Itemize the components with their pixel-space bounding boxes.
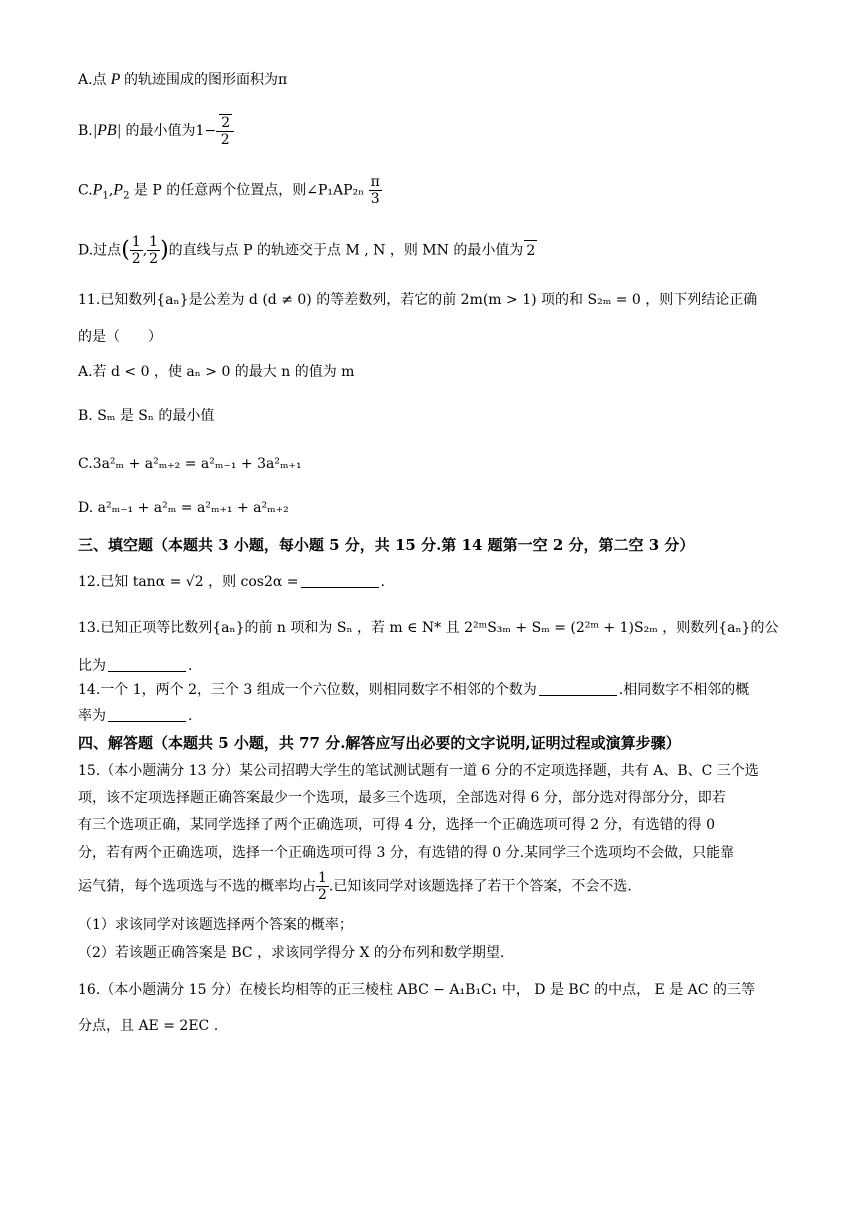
q11-option-a: A.若 d < 0 ，使 aₙ > 0 的最大 n 的值为 m: [78, 364, 355, 380]
q15-line3: 有三个选项正确，某同学选择了两个正确选项，可得 4 分，选择一个正确选项可得 2 分，有选错的得 0: [78, 817, 715, 833]
q13-answer-blank[interactable]: [108, 657, 186, 672]
q14-answer-blank-1[interactable]: [539, 681, 617, 696]
q11-option-c: C.3a²ₘ + a²ₘ₊₂ = a²ₘ₋₁ + 3a²ₘ₊₁: [78, 456, 302, 472]
q12-answer-blank[interactable]: [301, 573, 379, 588]
q16-line2: 分点，且 AE = 2EC .: [78, 1018, 219, 1034]
q15-fraction: $\frac{1}{2}$: [318, 870, 327, 903]
q11-stem-line2: 的是（ ）: [78, 329, 162, 345]
q11-option-b: B. Sₘ 是 Sₙ 的最小值: [78, 408, 215, 424]
q10-b-prefix: B.: [78, 123, 93, 139]
q15-subquestion-1: （1）求该同学对该题选择两个答案的概率；: [78, 917, 353, 933]
q10-a-text: 的轨迹围成的图形面积为π: [124, 72, 288, 88]
q14-answer-blank-2[interactable]: [108, 707, 186, 722]
q15-subquestion-2: （2）若该题正确答案是 BC ，求该同学得分 X 的分布列和数学期望.: [78, 945, 505, 961]
q10-c-text: 是 P 的任意两个位置点，则∠P₁AP₂ₙ: [133, 182, 365, 199]
q10-option-b: B.|PB| 的最小值为1− $\frac{2}{2}$: [78, 114, 790, 148]
q15-line1: 15.（本小题满分 13 分）某公司招聘大学生的笔试测试题有一道 6 分的不定项选择题，共有 A、B、C 三个选: [78, 763, 759, 779]
q14-line2: 率为 .: [78, 708, 193, 724]
q13-line2: 比为 .: [78, 658, 193, 674]
q10-option-d: D.过点( $\frac{1}{2}$ , $\frac{1}{2}$ )的直线与点 P 的轨迹交于点 M , N ，则 MN 的最小值为 2: [78, 234, 536, 267]
section-3-heading: 三、填空题（本题共 3 小题，每小题 5 分，共 15 分.第 14 题第一空 2 分，第二空 3 分）: [78, 536, 695, 554]
section-4-heading: 四、解答题（本题共 5 小题，共 77 分.解答应写出必要的文字说明,证明过程或演算步骤）: [78, 734, 681, 752]
q10-a-prefix: A.点: [78, 72, 107, 88]
q12-text: 12.已知 tanα = √2 ，则 cos2α =: [78, 574, 299, 590]
q10-c-fraction: $\frac{\pi}{3}$: [370, 174, 380, 207]
q15-line2: 项，该不定项选择题正确答案最少一个选项，最多三个选项，全部选对得 6 分，部分选对得部分分，即若: [78, 790, 726, 806]
q16-line1: 16.（本小题满分 15 分）在棱长均相等的正三棱柱 ABC − A₁B₁C₁ 中， D 是 BC 的中点， E 是 AC 的三等: [78, 982, 755, 998]
q10-option-a: A.点 P 的轨迹围成的图形面积为π: [78, 71, 288, 88]
q15-line4: 分，若有两个正确选项，选择一个正确选项可得 3 分，有选错的得 0 分.某同学三个选项均不会做，只能靠: [78, 845, 735, 861]
q10-option-c: $C.P_1,P_2$ 是 P 的任意两个位置点，则∠P₁AP₂ₙ $\frac{\pi}{3}$: [78, 174, 380, 207]
q11-option-d: D. a²ₘ₋₁ + a²ₘ = a²ₘ₊₁ + a²ₘ₊₂: [78, 500, 289, 516]
q13-line1: 13.已知正项等比数列{aₙ}的前 n 项和为 Sₙ ，若 m ∈ N* 且 2²ᵐS₃ₘ + Sₘ = (2²ᵐ + 1)S₂ₘ ，则数列{aₙ}的公: [78, 620, 779, 636]
q11-stem-line1: 11.已知数列{aₙ}是公差为 d (d ≠ 0) 的等差数列，若它的前 2m(m > 1) 项的和 S₂ₘ = 0 ，则下列结论正确: [78, 292, 758, 308]
q10-b-fraction: $\frac{2}{2}$: [216, 114, 234, 148]
q12: 12.已知 tanα = √2 ，则 cos2α = .: [78, 574, 385, 590]
q10-d-text-2: 的直线与点 P 的轨迹交于点 M , N ，则 MN 的最小值为: [168, 242, 524, 259]
q14-line1: 14.一个 1，两个 2，三个 3 组成一个六位数，则相同数字不相邻的个数为 .相同数字不相邻的概: [78, 682, 750, 698]
q10-d-text-1: D.过点: [78, 242, 122, 259]
q15-line5: 运气猜，每个选项选与不选的概率均占 $\frac{1}{2}$ .已知该同学对该题选择了若干个答案，不会不选.: [78, 870, 632, 903]
q10-b-text: 的最小值为1−: [125, 123, 217, 139]
